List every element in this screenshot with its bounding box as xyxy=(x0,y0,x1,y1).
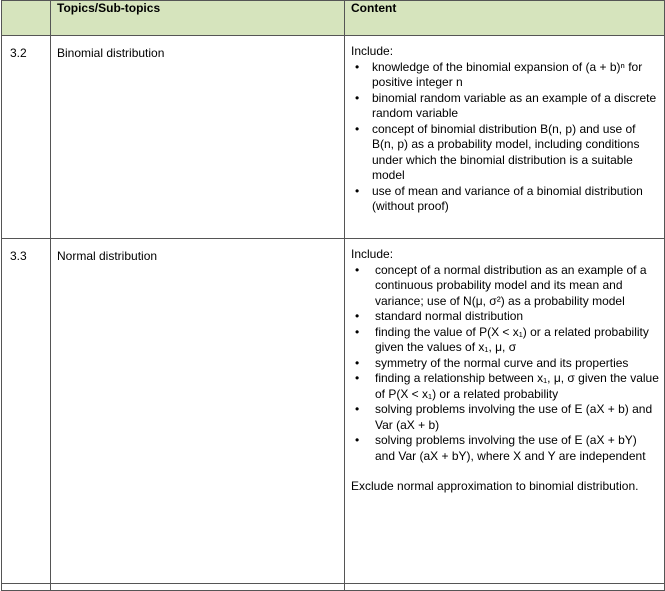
list-item: • finding the value of P(X < x₁) or a related probability given the values of x₁, μ, σ xyxy=(351,325,660,356)
content-cell xyxy=(345,239,665,584)
header-number-cell xyxy=(2,1,51,36)
list-item: • concept of binomial distribution B(n, p) and use of B(n, p) as a probability model, including conditions under which the binomial distribution is a suitable model xyxy=(351,122,660,184)
list-item: • symmetry of the normal curve and its properties xyxy=(351,356,660,372)
topic-title: Normal distribution xyxy=(51,239,345,584)
exclusion-note: Exclude normal approximation to binomial distribution. xyxy=(351,479,639,493)
include-label: Include: xyxy=(351,44,394,58)
topic-title: Binomial distribution xyxy=(51,36,345,239)
list-item: • concept of a normal distribution as an example of a continuous probability model and its mean and variance; use of N(μ, σ²) as a probability model xyxy=(351,263,660,310)
list-item: • binomial random variable as an example of a discrete random variable xyxy=(351,91,660,122)
header-content: Content xyxy=(345,1,665,36)
section-number: 3.2 xyxy=(2,36,51,239)
list-item: • solving problems involving the use of E (aX + bY) and Var (aX + bY), where X and Y are independent xyxy=(351,433,660,464)
header-topics: Topics/Sub-topics xyxy=(51,1,345,36)
list-item: • solving problems involving the use of E (aX + b) and Var (aX + b) xyxy=(351,402,660,433)
header-row xyxy=(2,1,665,36)
list-item: • knowledge of the binomial expansion of (a + b)ⁿ for positive integer n xyxy=(351,60,660,91)
empty-cell xyxy=(345,584,665,591)
table-row xyxy=(2,36,665,239)
list-item: • standard normal distribution xyxy=(351,309,660,325)
empty-cell xyxy=(51,584,345,591)
bullet-list xyxy=(351,263,660,465)
include-label: Include: xyxy=(351,247,394,261)
list-item: • finding a relationship between x₁, μ, σ given the value of P(X < x₁) or a related probability xyxy=(351,371,660,402)
table-row xyxy=(2,239,665,584)
list-item: • use of mean and variance of a binomial distribution (without proof) xyxy=(351,184,660,215)
syllabus-table xyxy=(1,0,665,591)
empty-cell xyxy=(2,584,51,591)
section-number: 3.3 xyxy=(2,239,51,584)
content-cell xyxy=(345,36,665,239)
table-row-continuation xyxy=(2,584,665,591)
bullet-list xyxy=(351,60,660,215)
